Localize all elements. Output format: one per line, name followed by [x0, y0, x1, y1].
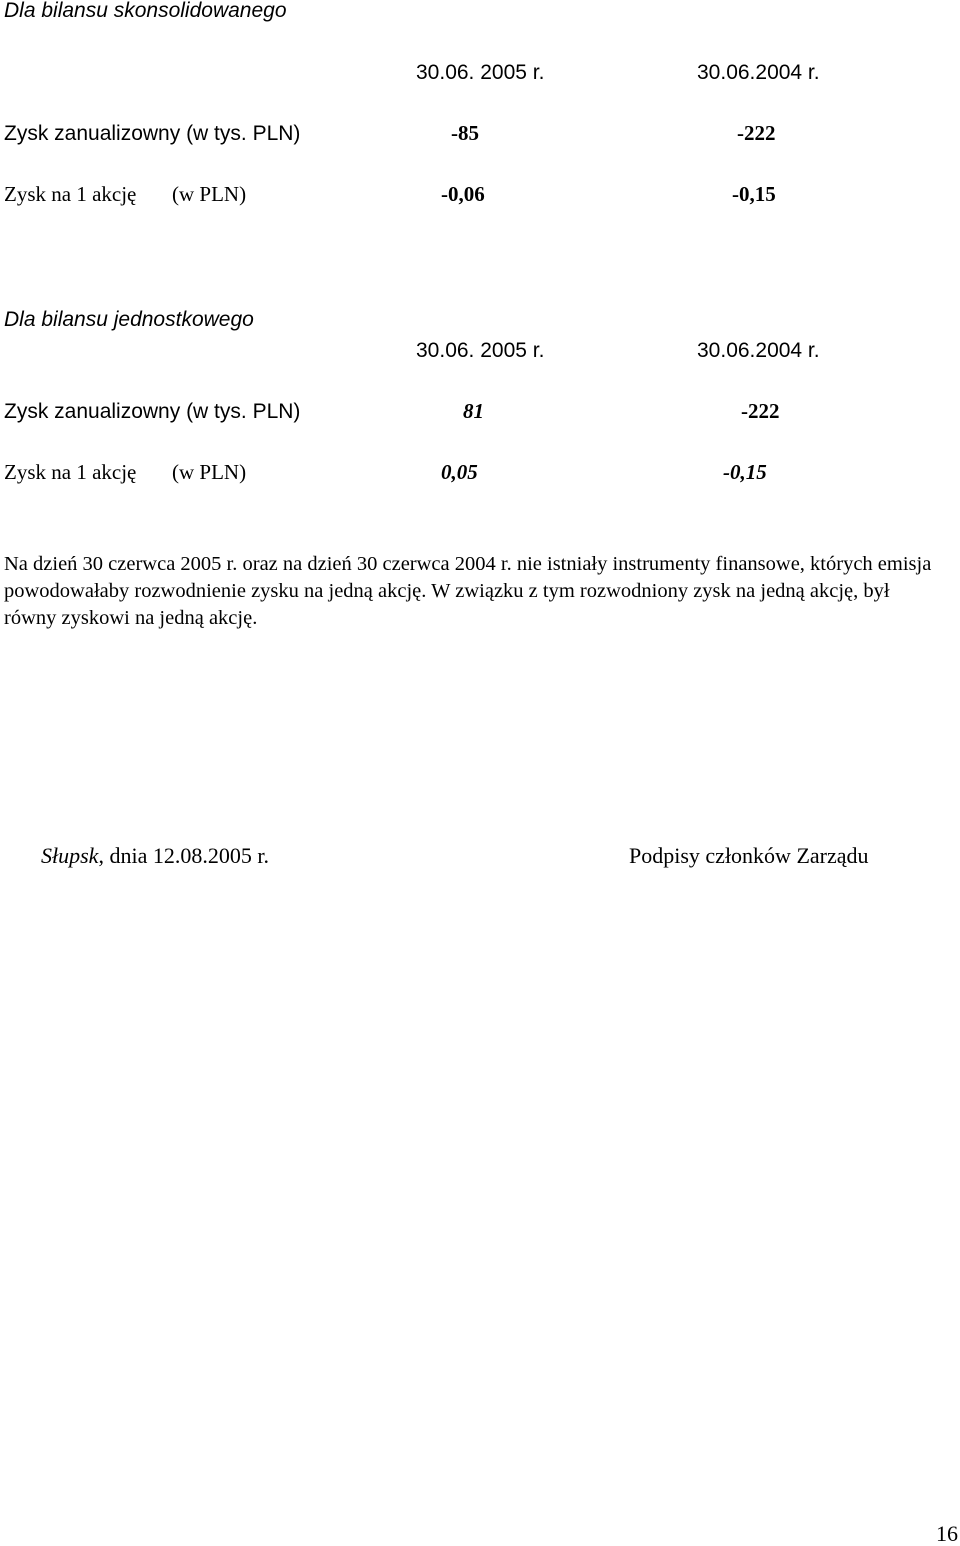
signature-place: Słupsk: [41, 843, 99, 868]
signature-date: , dnia 12.08.2005 r.: [98, 843, 269, 868]
consolidated-profit-2005: -85: [451, 121, 479, 145]
standalone-eps-2004: -0,15: [723, 460, 767, 484]
consolidated-eps-unit: (w PLN): [172, 182, 247, 206]
consolidated-profit-2004: -222: [737, 121, 776, 145]
consolidated-profit-label: Zysk zanualizowny (w tys. PLN): [4, 122, 301, 145]
standalone-profit-2005: 81: [463, 399, 484, 423]
standalone-profit-label: Zysk zanualizowny (w tys. PLN): [4, 400, 301, 423]
standalone-profit-2004: -222: [741, 399, 780, 423]
dilution-note: Na dzień 30 czerwca 2005 r. oraz na dzień 30 czerwca 2004 r. nie istniały instrumenty finansowe, których emisja powodowałaby rozwodnienie zysku na jedną akcję. W związku z tym rozwodniony zysk na jedną akcję, był równy zyskowi na jedną akcję.: [4, 553, 932, 629]
consolidated-date-2005: 30.06. 2005 r.: [416, 61, 545, 84]
consolidated-eps-2005: -0,06: [441, 182, 485, 206]
standalone-date-2005: 30.06. 2005 r.: [416, 339, 545, 362]
standalone-eps-label: Zysk na 1 akcję: [4, 460, 137, 484]
standalone-date-2004: 30.06.2004 r.: [697, 339, 820, 362]
page-number: 16: [936, 1521, 958, 1546]
standalone-eps-unit: (w PLN): [172, 460, 247, 484]
standalone-eps-2005: 0,05: [441, 460, 478, 484]
consolidated-eps-2004: -0,15: [732, 182, 776, 206]
board-signatures: Podpisy członków Zarządu: [629, 843, 869, 868]
standalone-heading: Dla bilansu jednostkowego: [4, 308, 254, 331]
consolidated-heading: Dla bilansu skonsolidowanego: [4, 0, 287, 22]
consolidated-date-2004: 30.06.2004 r.: [697, 61, 820, 84]
consolidated-eps-label: Zysk na 1 akcję: [4, 182, 137, 206]
signature-place-date: [41, 845, 269, 867]
